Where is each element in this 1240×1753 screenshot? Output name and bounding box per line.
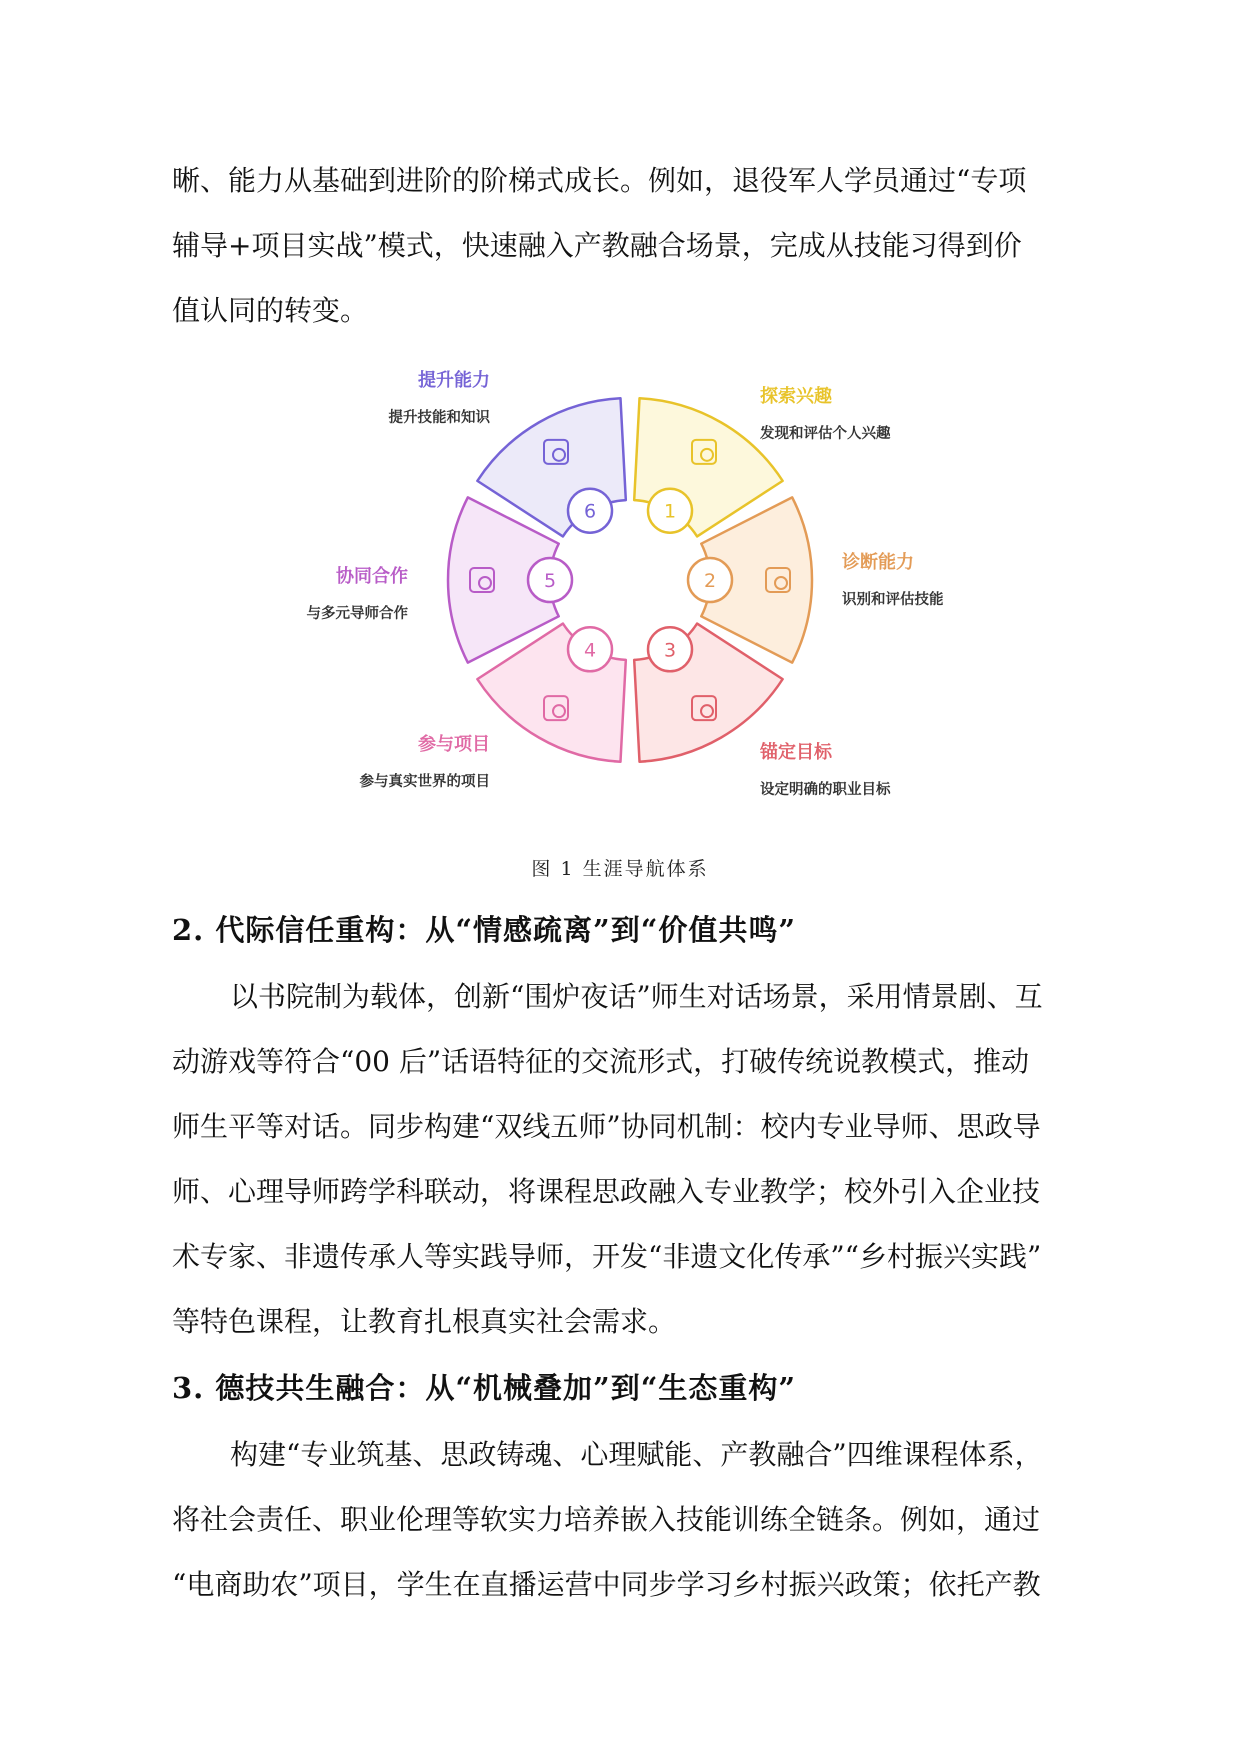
diagram-labels <box>307 369 944 798</box>
diagram-wheel <box>448 398 812 762</box>
paragraph-line: 晰、能力从基础到进阶的阶梯式成长。例如，退役军人学员通过“专项 <box>172 164 1027 197</box>
paragraph-line: 动游戏等符合“00 后”话语特征的交流形式，打破传统说教模式，推动 <box>172 1045 1030 1078</box>
section-2-heading: 2. 代际信任重构：从“情感疏离”到“价值共鸣” <box>172 913 797 947</box>
intro-paragraph <box>172 148 1084 343</box>
segment-description: 提升技能和知识 <box>388 410 490 426</box>
paragraph-line: 师、心理导师跨学科联动，将课程思政融入专业教学；校外引入企业技 <box>172 1175 1041 1208</box>
segment-description: 参与真实世界的项目 <box>359 774 490 790</box>
step-number: 6 <box>583 500 597 523</box>
step-number: 4 <box>583 639 597 662</box>
segment-title: 提升能力 <box>418 370 490 391</box>
segment-title: 参与项目 <box>418 734 490 755</box>
paragraph-line: 辅导+项目实战”模式，快速融入产教融合场景，完成从技能习得到价 <box>172 229 1022 262</box>
section-2-paragraph <box>172 964 1084 1354</box>
figure-caption: 图 1 生涯导航体系 <box>531 858 709 880</box>
step-number: 5 <box>543 570 557 592</box>
segment-description: 设定明确的职业目标 <box>760 782 891 798</box>
segment-title: 协同合作 <box>336 566 408 587</box>
paragraph-line: 构建“专业筑基、思政铸魂、心理赋能、产教融合”四维课程体系， <box>230 1438 1043 1471</box>
paragraph-line: 将社会责任、职业伦理等软实力培养嵌入技能训练全链条。例如，通过 <box>172 1503 1041 1536</box>
segment-title: 探索兴趣 <box>760 386 832 407</box>
paragraph-line: 术专家、非遗传承人等实践导师，开发“非遗文化传承”“乡村振兴实践” <box>172 1240 1042 1273</box>
paragraph-line: 以书院制为载体，创新“围炉夜话”师生对话场景，采用情景剧、互 <box>230 980 1043 1013</box>
paragraph-line: 师生平等对话。同步构建“双线五师”协同机制：校内专业导师、思政导 <box>172 1110 1041 1143</box>
segment-description: 发现和评估个人兴趣 <box>760 426 891 442</box>
paragraph-line: “电商助农”项目，学生在直播运营中同步学习乡村振兴政策；依托产教 <box>172 1568 1041 1601</box>
step-number: 3 <box>663 639 677 662</box>
segment-description: 与多元导师合作 <box>306 606 408 622</box>
section-3-heading: 3. 德技共生融合：从“机械叠加”到“生态重构” <box>172 1371 797 1405</box>
segment-title: 锚定目标 <box>760 742 832 763</box>
step-number: 2 <box>703 570 717 592</box>
segment-title: 诊断能力 <box>842 552 914 573</box>
career-navigation-diagram <box>0 360 1240 810</box>
step-number: 1 <box>663 500 677 523</box>
paragraph-line: 值认同的转变。 <box>172 294 369 327</box>
segment-description: 识别和评估技能 <box>842 592 944 608</box>
section-3-paragraph <box>172 1422 1084 1617</box>
paragraph-line: 等特色课程，让教育扎根真实社会需求。 <box>172 1305 677 1338</box>
